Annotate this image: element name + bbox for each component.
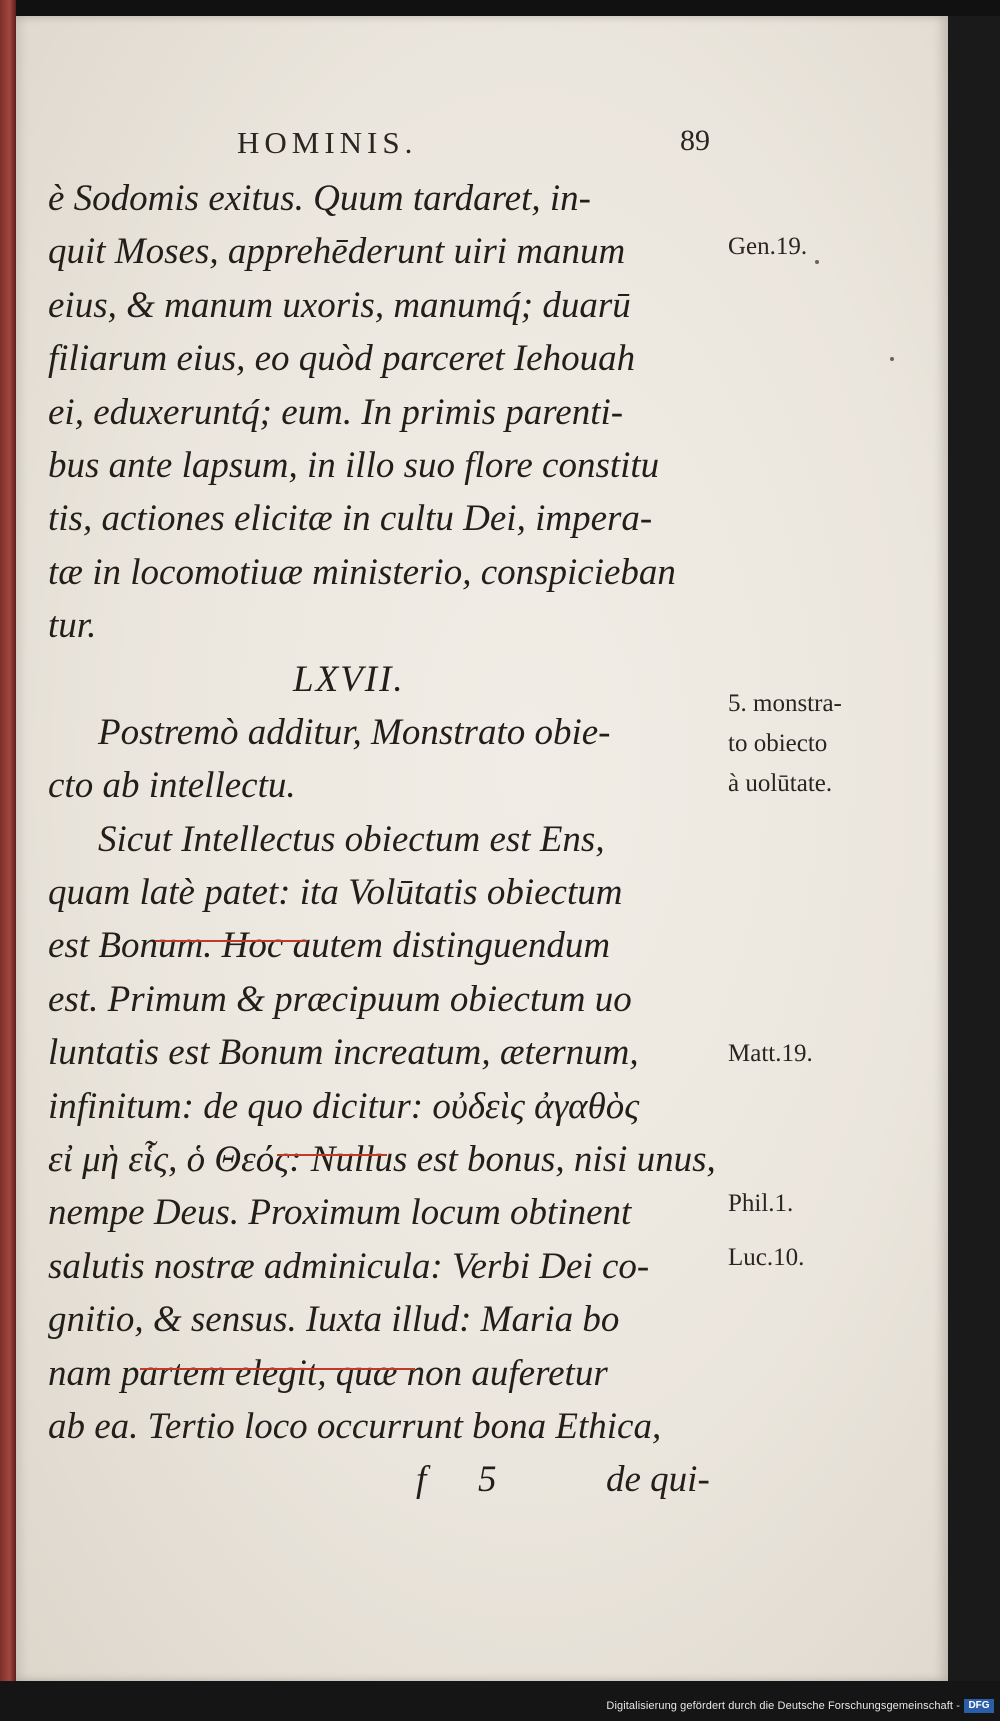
text-line: ab ea. Tertio loco occurrunt bona Ethica, xyxy=(48,1405,662,1447)
scan-top-edge xyxy=(0,0,1000,16)
text-line: tæ in locomotiuæ ministerio, conspicieban xyxy=(48,551,676,593)
signature-number: 5 xyxy=(478,1459,497,1501)
running-head: HOMINIS. xyxy=(237,125,418,160)
margin-note-phil: Phil.1. xyxy=(728,1190,794,1217)
text-line: tur. xyxy=(48,605,97,647)
margin-note-matt: Matt.19. xyxy=(728,1040,813,1067)
text-line: quam latè patet: ita Volūtatis obiectum xyxy=(48,872,623,914)
page-number: 89 xyxy=(680,124,710,157)
red-underline xyxy=(277,1154,387,1156)
text-line: eius, & manum uxoris, manumq́; duarū xyxy=(48,284,631,326)
dfg-logo: DFG xyxy=(964,1699,994,1713)
ink-speck xyxy=(890,357,894,361)
text-line: tis, actiones elicitæ in cultu Dei, impera- xyxy=(48,498,653,540)
catchword: de qui- xyxy=(606,1459,710,1501)
book-cover-edge xyxy=(0,0,16,1721)
text-line: è Sodomis exitus. Quum tardaret, in- xyxy=(48,178,591,219)
text-line: ei, eduxeruntq́; eum. In primis parenti- xyxy=(48,391,624,433)
text-line: luntatis est Bonum increatum, æternum, xyxy=(48,1032,639,1074)
main-text-block xyxy=(48,172,728,1507)
text-line: εἰ μὴ εἷς, ὁ Θεός: Nullus est bonus, nisi unus, xyxy=(48,1139,716,1181)
text-line: Sicut Intellectus obiectum est Ens, xyxy=(98,818,605,860)
text-line: bus ante lapsum, in illo suo flore constitu xyxy=(48,444,660,486)
text-line: gnitio, & sensus. Iuxta illud: Maria bo xyxy=(48,1299,620,1341)
margin-note-gen: Gen.19. xyxy=(728,233,808,260)
text-line: quit Moses, apprehēderunt uiri manum xyxy=(48,231,626,273)
margin-note-monstrato: to obiecto xyxy=(728,730,828,757)
red-underline xyxy=(155,940,307,942)
signature-mark: f xyxy=(416,1459,427,1501)
catchline xyxy=(48,1453,728,1506)
margin-note-monstrato: 5. monstra- xyxy=(728,690,842,717)
text-line: nam partem elegit, quæ non auferetur xyxy=(48,1352,608,1394)
red-underline xyxy=(140,1368,415,1370)
text-line: infinitum: de quo dicitur: οὐδεὶς ἀγαθὸς xyxy=(48,1085,640,1127)
section-number: LXVII. xyxy=(293,658,405,700)
text-line: filiarum eius, eo quòd parceret Iehouah xyxy=(48,338,636,380)
margin-note-luc: Luc.10. xyxy=(728,1244,805,1271)
text-line: est. Primum & præcipuum obiectum uo xyxy=(48,978,632,1020)
text-line: nempe Deus. Proximum locum obtinent xyxy=(48,1192,632,1234)
ink-speck xyxy=(815,260,819,264)
text-line: est Bonum. Hoc autem distinguendum xyxy=(48,925,611,967)
text-line: cto ab intellectu. xyxy=(48,765,296,807)
text-line: salutis nostræ adminicula: Verbi Dei co- xyxy=(48,1245,650,1287)
margin-note-monstrato: à uolūtate. xyxy=(728,770,833,797)
text-line: Postremò additur, Monstrato obie- xyxy=(98,711,611,753)
digitization-credit: Digitalisierung gefördert durch die Deutsche Forschungsgemeinschaft - xyxy=(606,1700,960,1712)
